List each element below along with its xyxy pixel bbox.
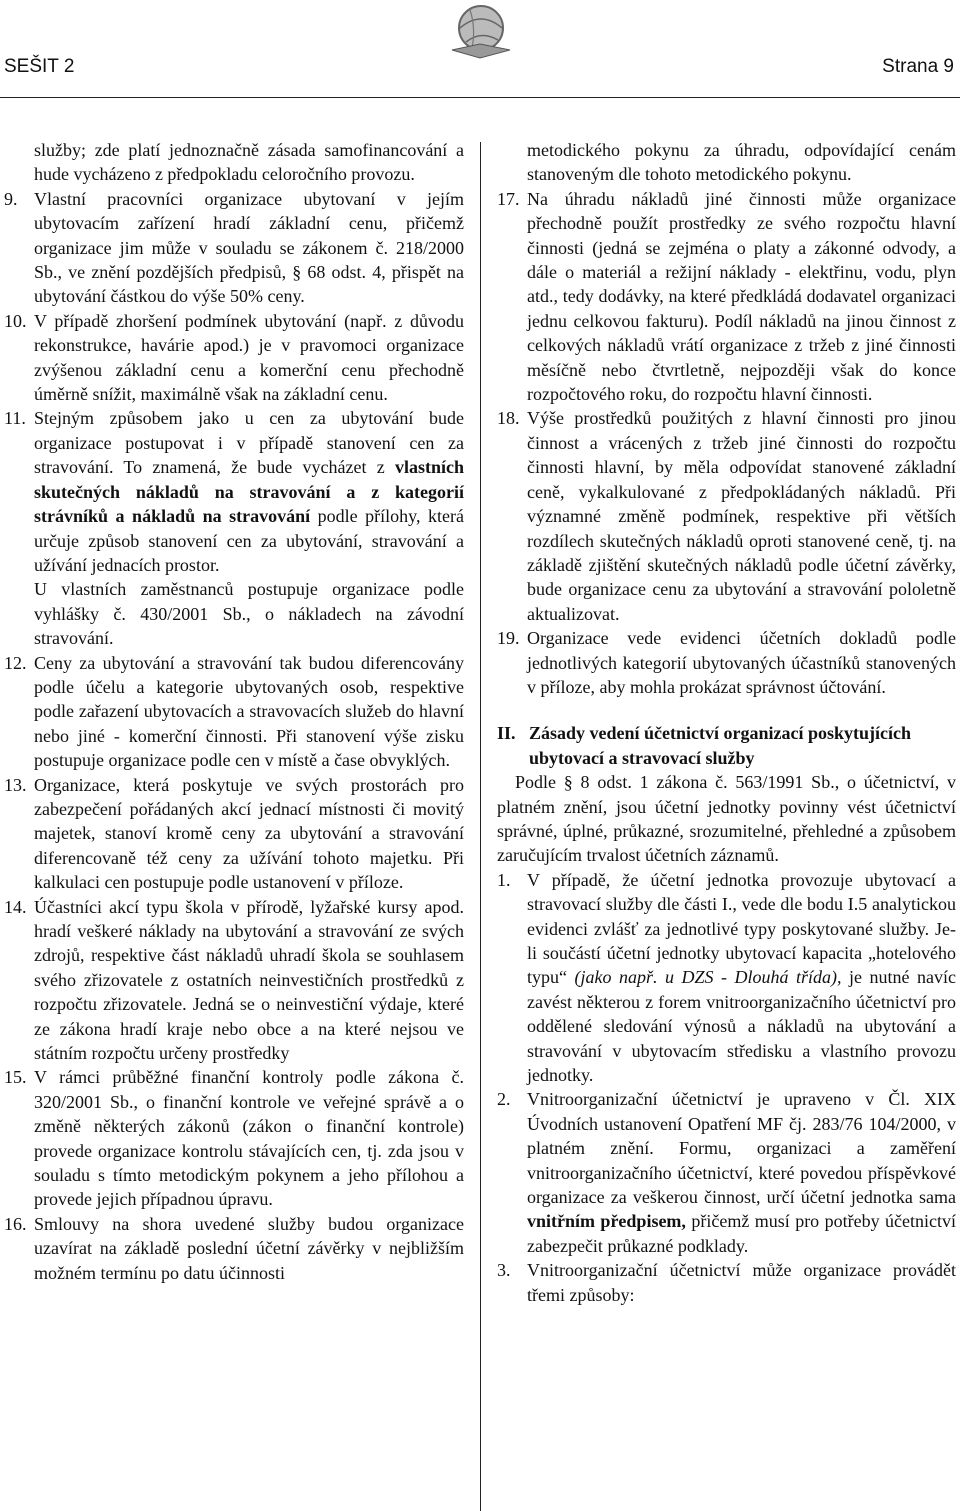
item-text: Organizace, která poskytuje ve svých prostorách pro zabezpečení pořádaných akcí jednací místnosti či movitý majetek, stanoví kromě ceny za ubytování a stravování diferencovaně též ceny za užívání tohoto majetku. Při kalkulaci cen postupuje podle ustanovení v příloze. [34,774,464,893]
list-item-2 [497,1087,956,1258]
list-item-14 [4,895,464,1066]
item-text: Vlastní pracovníci organizace ubytovaní v jejím ubytovacím zařízení hradí základní cenu, přičemž organizace jim může v souladu se zákonem č. 218/2000 Sb., ve znění pozdějších předpisů, § 68 odst. 4, přispět na ubytování částkou do výše 50% ceny. [34,188,464,307]
list-item-10 [4,309,464,407]
item-number: 17. [497,188,520,209]
item-number: 2. [497,1089,511,1110]
list-item-11 [4,406,464,650]
item-text: Vnitroorganizační účetnictví může organizace provádět třemi způsoby: [527,1260,956,1305]
item-text: V případě, že účetní jednotka provozuje ubytovací a stravovací služby dle části I., vede dle bodu I.5 analytickou evidenci zvlášť za jednotlivé typy poskytované služby. Je-li součástí účetní jednotky ubytovací kapacita „hotelového typu“ [527,869,956,988]
item-number: 15. [4,1067,27,1088]
continued-text: metodického pokynu za úhradu, odpovídající cenám stanoveným dle tohoto metodického pokynu. [527,140,956,185]
list-item-9 [4,187,464,309]
item-number: 9. [4,188,18,209]
item-text: Vnitroorganizační účetnictví je upraveno v Čl. XIX Úvodních ustanovení Opatření MF čj. 283/76 104/2000, v platném znění. Formu, organizaci a zaměření vnitroorganizačního účetnictví, které povedou příspěvkové organizace za veškerou činnost, určí účetní jednotka sama [527,1089,956,1208]
list-item-17 [497,187,956,407]
list-item-19 [497,626,956,699]
section-label: SEŠIT 2 [4,56,75,77]
item-text-italic: (jako např. u DZS - Dlouhá třída), [574,967,842,988]
item-text-bold: vlastních skutečných nákladů na stravování a z kategorií strávníků a nákladů na stravování [34,457,464,527]
list-item-3 [497,1258,956,1307]
item-number: 12. [4,652,27,673]
item-number: 19. [497,628,520,649]
item-text: Ceny za ubytování a stravování tak budou diferencovány podle účelu a kategorie ubytovaných osob, respektive podle zařazení ubytovacích a stravovacích služeb do hlavní nebo jiné - komerční činnosti. Při stanovení výše zisku postupuje organizace podle cen v místě a čase obvyklých. [34,652,464,771]
section-title: Zásady vedení účetnictví organizací poskytujících ubytovací a stravovací služby [529,723,911,768]
item-text: podle přílohy, která určuje způsob stanovení cen za ubytování, stravování a užívání jednacích prostor. [34,506,465,575]
item-text: Stejným způsobem jako u cen za ubytování bude organizace postupovat i v případě stanovení cen za stravování. To znamená, že bude vycházet z [34,408,464,478]
list-item-1 [497,868,956,1088]
item-number: 16. [4,1213,27,1234]
item-text: Organizace vede evidenci účetních dokladů podle jednotlivých kategorií ubytovaných účastníků stanovených v příloze, aby mohla prokázat správnost účtování. [527,628,956,697]
item-number: 1. [497,869,511,890]
item-number: 13. [4,774,27,795]
list-item-13 [4,773,464,895]
column-divider [480,142,481,1511]
item-text: Výše prostředků použitých z hlavní činnosti pro jinou činnost a vrácených z tržeb jiné činnosti do rozpočtu činnosti hlavní, by měla odpovídat stanovené základní ceně, vykalkulované z předpokládaných nákladů. Při významné změně podmínek, respektive při větších rozdílech skutečných nákladů oproti stanovené ceně, tj. na základě zjištění skutečných nákladů podle účetní závěrky, bude organizace cenu za ubytování a stravování pololetně aktualizovat. [527,408,956,624]
item-subparagraph: U vlastních zaměstnanců postupuje organizace podle vyhlášky č. 430/2001 Sb., o nákladech na závodní stravování. [34,579,464,649]
section-number: II. [497,723,516,744]
item-text: přičemž musí pro potřeby účetnictví zabezpečit průkazné podklady. [527,1211,956,1256]
page-number: Strana 9 [882,56,954,77]
item-text: Smlouvy na shora uvedené služby budou organizace uzavírat na základě poslední účetní závěrky v nejbližším možném termínu po datu účinnosti [34,1213,464,1283]
item-text: Účastníci akcí typu škola v přírodě, lyžařské kursy apod. hradí veškeré náklady na ubytování a stravování ze svých zdrojů, respektive část nákladů uhradí škola se souhlasem svého zřizovatele z ostatních neinvestičních prostředků z rozpočtu zřizovatele. Jedná se o neinvestiční výdaje, které ze zákona hradí kraje nebo obce a na které nejsou ve státním rozpočtu určeny prostředky [34,896,464,1064]
section-heading [497,721,956,770]
item-text: Na úhradu nákladů jiné činnosti může organizace přechodně použít prostředky ze svého rozpočtu hlavní činnosti (jedná se zejména o platy a zákonné odvody, a dále o materiál a režijní náklady - elektřinu, vodu, plyn atd., tedy dodávky, na které předkládá dodavatel organizaci jednu celkovou fakturu). Podíl nákladů na jinou činnost z celkových nákladů vrátí organizace z tržeb z jiné činnosti měsíčně nebo čtvrtletně, nejpozději však do konce rozpočtového roku, do rozpočtu hlavní činnosti. [527,188,956,405]
item-text-bold: vnitřním předpisem, [527,1211,686,1232]
item-text: je nutné navíc zavést některou z forem vnitroorganizačního účetnictví pro oddělené sledování výnosů a nákladů na ubytování a stravování v ubytovacím středisku a vlastního provozu jednotky. [527,967,956,1086]
item-number: 14. [4,896,27,917]
globe-book-logo [446,0,516,60]
header-rule [0,97,960,98]
item-number: 18. [497,408,520,429]
list-item-16 [4,1212,464,1285]
left-column [4,138,464,1285]
item-text: V případě zhoršení podmínek ubytování (např. z důvodu rekonstrukce, havárie apod.) je v pravomoci organizace zvýšenou základní cenu a komerční cenu přechodně úměrně snížit, maximálně však na základní cenu. [34,310,464,405]
item-text: V rámci průběžné finanční kontroly podle zákona č. 320/2001 Sb., o finanční kontrole ve veřejné správě a o změně některých zákonů (zákon o finanční kontrole) provede organizace kontrolu stávajících cen, tj. zda jsou v souladu s tímto metodickým pokynem a jeho přílohou a provede jejich případnou úpravu. [34,1067,464,1210]
page-header [0,56,960,86]
list-item-15 [4,1065,464,1211]
section-paragraph: Podle § 8 odst. 1 zákona č. 563/1991 Sb., o účetnictví, v platném znění, jsou účetní jednotky povinny vést účetnictví správné, úplné, průkazné, srozumitelné, přehledné a způsobem zaručujícím trvalost účetních záznamů. [497,772,956,866]
right-column [497,138,956,1307]
item-number: 10. [4,310,27,331]
continued-text: služby; zde platí jednoznačně zásada samofinancování a hude vycházeno z předpokladu celoročního provozu. [34,140,464,185]
list-item-12 [4,651,464,773]
item-number: 11. [4,408,26,429]
item-number: 3. [497,1260,511,1281]
list-item-18 [497,406,956,626]
